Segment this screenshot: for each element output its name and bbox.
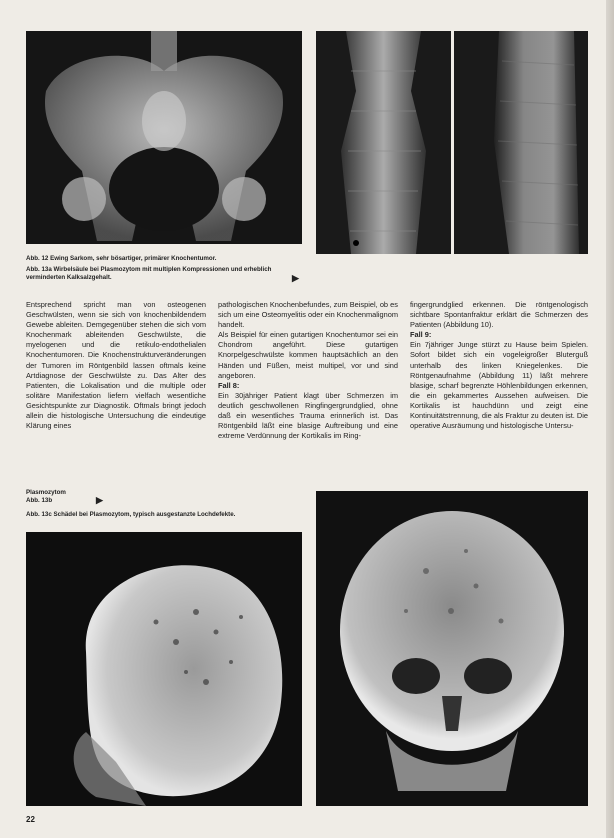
skull-lateral-xray-drawing — [26, 532, 302, 806]
plasmozytom-title: Plasmozytom — [26, 489, 66, 496]
fig13a-caption: Abb. 13a Wirbelsäule bei Plasmozytom mit multiplen Kompressionen und erheblich verminderten Kalksalzgehalt. — [26, 266, 272, 281]
spine-xray-image-right — [454, 31, 588, 254]
spine-xray-drawing-right — [454, 31, 588, 254]
column-2-paragraph-a: pathologischen Knochenbefundes, zum Beispiel, ob es sich um eine Osteomyelitis oder ein Knochenmalignom handelt. — [218, 300, 398, 330]
fig13b-arrow-icon: ▶ — [96, 495, 103, 505]
spine-xray-image-left — [316, 31, 451, 254]
text-column-3 — [410, 300, 588, 431]
column-1-paragraph: Entsprechend spricht man von osteogenen Geschwülsten, wenn sie sich von knochenbildendem Gewebe ableiten. Demgegenüber stehen die sich vom Knochenmark ableitenden Geschwülste, die myelogenen und die retikulo-endothelialen Knochentumoren. Die Knochenstrukturveränderungen der Tumoren im Röntgenbild lassen oftmals keine Artdiagnose der Geschwülste zu. Das Alter des Patienten, die Lokalisation und die multiple oder solitäre Manifestation liefern vielfach wesentliche Gesichtspunkte zur Diagnostik. Oftmals bringt jedoch allein die histologische Untersuchung die eindeutige Klärung eines — [26, 300, 206, 431]
fig13a-arrow-icon: ▶ — [292, 273, 299, 283]
skull-lateral-xray-image — [26, 532, 302, 806]
column-2-paragraph-b: Als Beispiel für einen gutartigen Knochentumor sei ein Chondrom angeführt. Diese gutartigen Knorpelgeschwülste kommen hauptsächlich an den Händen und Füßen, meist multipel, vor und sind angeboren. — [218, 330, 398, 380]
pelvis-xray-drawing — [26, 31, 302, 244]
text-column-1 — [26, 300, 206, 431]
fig12-caption: Abb. 12 Ewing Sarkom, sehr bösartiger, primärer Knochentumor. — [26, 255, 217, 262]
fig13b-reference: Abb. 13b — [26, 497, 53, 504]
fig13c-caption: Abb. 13c Schädel bei Plasmozytom, typisch ausgestanzte Lochdefekte. — [26, 511, 236, 518]
case-9-heading: Fall 9: — [410, 330, 432, 340]
skull-frontal-xray-image — [316, 491, 588, 806]
skull-frontal-xray-drawing — [316, 491, 588, 806]
spine-xray-drawing-left — [316, 31, 451, 254]
text-column-2 — [218, 300, 398, 441]
page-number: 22 — [26, 815, 35, 824]
pelvis-xray-image — [26, 31, 302, 244]
column-3-paragraph-a: fingergrundglied erkennen. Die röntgenologisch sichtbare Spontanfraktur erklärt die Schmerzen des Patienten (Abbildung 10). — [410, 300, 588, 330]
case-8-heading: Fall 8: — [218, 380, 240, 390]
column-2-paragraph-c: Ein 30jähriger Patient klagt über Schmerzen im deutlich geschwollenen Ringfingergrundglied, ohne daß ein wesentliches Trauma erinnerlich ist. Das Röntgenbild läßt eine blasige Auftreibung und eine extreme Verdünnung der Kortikalis im Ring- — [218, 390, 398, 441]
column-3-paragraph-b: Ein 7jähriger Junge stürzt zu Hause beim Spielen. Sofort bildet sich ein vogeleigroßer Bluterguß unterhalb des linken Kniegelenkes. Die Röntgenaufnahme (Abbildung 11) läßt mehrere blasige, scharf begrenzte Höhlenbildungen erkennen, die ein gekammertes Aussehen aufweisen. Die Kortikalis ist hauchdünn und zeigt eine Kontinuitätstrennung, die als Fraktur zu deuten ist. Die operative Ausräumung und histologische Untersu- — [410, 340, 588, 431]
page-edge-shadow — [606, 0, 614, 838]
